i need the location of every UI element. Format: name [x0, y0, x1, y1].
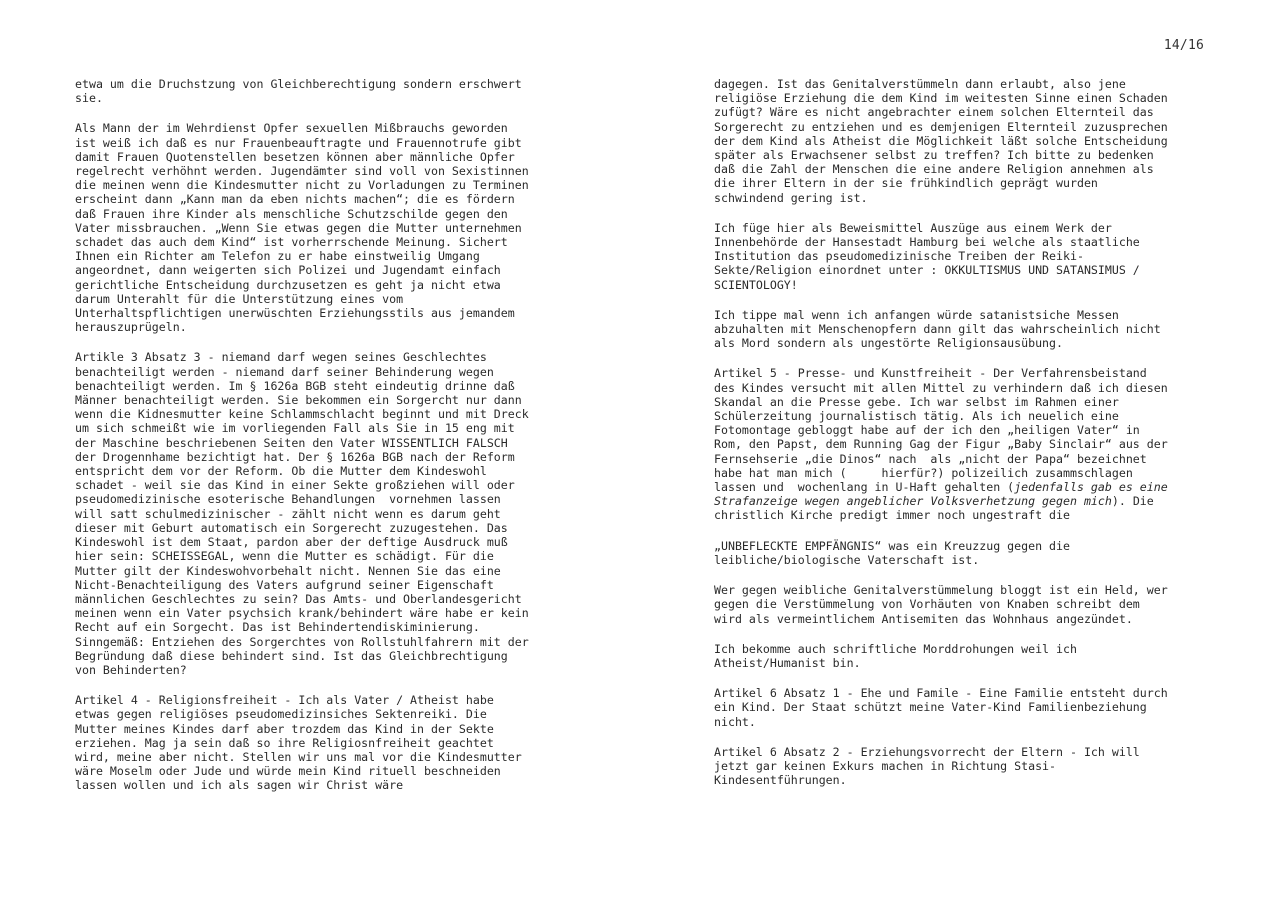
paragraph-beweismittel: Ich füge hier als Beweismittel Auszüge aus einem Werk der Innenbehörde der Hansestadt Hamburg bei welche als staatliche Institution das pseudomedizinische Treiben der Reiki- Sekte/Religion einordnet unter : OKKULTISMUS UND SATANSIMUS / SCIENTOLOGY! — [714, 220, 1140, 292]
paragraph-artikel-3: Artikle 3 Absatz 3 - niemand darf wegen seines Geschlechtes benachteiligt werden - niemand darf seiner Behinderung wegen benachteiligt werden. Im § 1626a BGB steht eindeutig drinne daß Männer benachteiligt werden. Sie bekommen ein Sorgercht nur dann wenn die Kidnesmutter keine Schlammschlacht beginnt und mit Dreck um sich schmeißt wie im vorliegenden Fall als Sie in 15 eng mit der Maschine beschriebenen Seiten den Vater WISSENTLICH FALSCH der Drogennhame bezichtigt hat. Der § 1626a BGB nach der Reform entspricht dem vor der Reform. Ob die Mutter dem Kindeswohl schadet - weil sie das Kind in einer Sekte großziehen will oder pseudomedizinische esoterische Behandlungen vornehmen lassen will satt schulmedizinischer - zählt nicht wenn es darum geht dieser mit Geburt automatisch ein Sorgerecht zuzugestehen. Das Kindeswohl ist dem Staat, pardon aber der deftige Ausdruck muß hier sein: SCHEISSEGAL, wenn die Mutter es schädigt. Für die Mutter gilt der Kindeswohvorbehalt nicht. Nennen Sie das eine Nicht-Benachteiligung des Vaters aufgrund seiner Eigenschaft männlichen Geschlechtes zu sein? Das Amts- und Oberlandesgericht meinen wenn ein Vater psychsich krank/behindert wäre habe er kein Recht auf ein Sorgecht. Das ist Behindertendiskiminierung. Sinngemäß: Entziehen des Sorgerchtes von Rollstuhlfahrern mit der Begründung daß diese behindert sind. Ist das Gleichbrechtigung von Behinderten? — [75, 350, 529, 677]
paragraph-wehrdienst: Als Mann der im Wehrdienst Opfer sexuellen Mißbrauchs geworden ist weiß ich daß es nur Frauenbeauftragte und Frauennotrufe gibt damit Frauen Quotenstellen besetzen können aber männliche Opfer regelrecht verhöhnt werden. Jugendämter sind voll von Sexistinnen die meinen wenn die Kindesmutter nicht zu Vorladungen zu Terminen erscheint dann „Kann man da eben nichts machen“; die es fördern daß Frauen ihre Kinder als menschliche Schutzschilde gegen den Vater missbrauchen. „Wenn Sie etwas gegen die Mutter unternehmen schadet das auch dem Kind“ ist vorherrschende Meinung. Sichert Ihnen ein Richter am Telefon zu er habe einstweilig Umgang angeordnet, dann weigerten sich Polizei und Jugendamt einfach gerichtliche Entscheidung durchzusetzen es geht ja nicht etwa darum Unterahlt für die Unterstützung eines vom Unterhaltspflichtigen unerwüschten Erziehungsstils aus jemandem herauszuprügeln. — [75, 121, 529, 335]
paragraph-morddrohungen: Ich bekomme auch schriftliche Morddrohungen weil ich Atheist/Humanist bin. — [714, 641, 1077, 670]
paragraph-satanistische-messen: Ich tippe mal wenn ich anfangen würde satanistsiche Messen abzuhalten mit Menschenopfern dann gilt das wahrscheinlich nicht als Mord sondern als ungestörte Religionsausübung. — [714, 307, 1161, 351]
paragraph-artikel-5 — [714, 366, 1204, 522]
right-text-column — [714, 77, 1204, 803]
paragraph-artikel-6-absatz-2: Artikel 6 Absatz 2 - Erziehungsvorrecht der Eltern - Ich will jetzt gar keinen Exkurs machen in Richtung Stasi- Kindesentführungen. — [714, 744, 1140, 788]
paragraph-unbefleckte-empfaengnis: „UNBEFLECKTE EMPFÄNGNIS“ was ein Kreuzzug gegen die leibliche/biologische Vaterschaft ist. — [714, 538, 1070, 567]
paragraph-genitalverstuemmeln: dagegen. Ist das Genitalverstümmeln dann erlaubt, also jene religiöse Erziehung die dem Kind im weitesten Sinne einen Schaden zufügt? Wäre es nicht angebrachter einem solchen Elternteil das Sorgerecht zu entziehen und es demjenigen Elternteil zuzusprechen der dem Kind als Atheist die Möglichkeit läßt solche Entscheidung später als Erwachsener selbst zu treffen? Ich bitte zu bedenken daß die Zahl der Menschen die eine andere Religion annehmen als die ihrer Eltern in der sie frühkindlich geprägt wurden schwindend gering ist. — [714, 77, 1168, 205]
artikel-5-text-after: ). Die christlich Kirche predigt immer noch ungestraft die — [714, 494, 1154, 523]
paragraph-continuation: etwa um die Druchstzung von Gleichberechtigung sondern erschwert sie. — [75, 77, 522, 106]
artikel-5-text-before: Artikel 5 - Presse- und Kunstfreiheit - Der Verfahrensbeistand des Kindes versucht mit allen Mittel zu verhindern daß ich diesen Skandal an die Presse gebe. Ich war selbst im Rahmen einer Schülerzeitung journalistisch tätig. Als ich neuelich eine Fotomontage gebloggt habe auf der ich den „heiligen Vater“ in Rom, den Papst, dem Running Gag der Figur „Baby Sinclair“ aus der Fernsehserie „die Dinos“ nach als „nicht der Papa“ bezeichnet habe hat man mich ( hierfür?) polizeilich zusammschlagen lassen und wochenlang in U-Haft gehalten ( — [714, 366, 1168, 495]
paragraph-artikel-4: Artikel 4 - Religionsfreiheit - Ich als Vater / Atheist habe etwas gegen religiöses pseudomedizinsiches Sektenreiki. Die Mutter meines Kindes darf aber trozdem das Kind in der Sekte erziehen. Mag ja sein daß so ihre Religiosnfreiheit geachtet wird, meine aber nicht. Stellen wir uns mal vor die Kindesmutter wäre Moselm oder Jude und würde mein Kind rituell beschneiden lassen wollen und ich als sagen wir Christ wäre — [75, 693, 522, 793]
paragraph-vorhaeute: Wer gegen weibliche Genitalverstümmelung bloggt ist ein Held, wer gegen die Verstümmelung von Vorhäuten von Knaben schreibt dem wird als vermeintlichem Antisemiten das Wohnhaus angezündet. — [714, 583, 1168, 626]
left-text-column — [75, 77, 575, 809]
artikel-5-italic-note: jedenfalls gab es eine Strafanzeige wegen angeblicher Volksverhetzung gegen mich — [714, 480, 1168, 509]
page-number: 14/16 — [1163, 38, 1204, 53]
paragraph-artikel-6-absatz-1: Artikel 6 Absatz 1 - Ehe und Famile - Eine Familie entsteht durch ein Kind. Der Staat schützt meine Vater-Kind Familienbeziehung nicht. — [714, 686, 1168, 729]
